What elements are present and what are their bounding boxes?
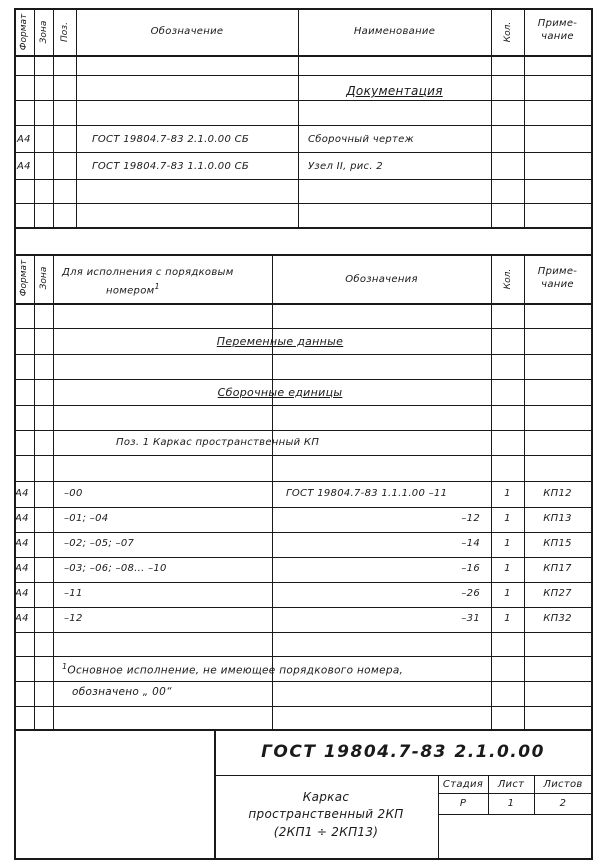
row-5-note: КП27 (543, 588, 572, 599)
top-header-designation: Обозначение (150, 26, 224, 37)
row-6-variant: –12 (64, 613, 83, 624)
section-variable-data: Переменные данные (216, 335, 344, 348)
row-3-qty: 1 (504, 538, 511, 549)
row-4-note: КП17 (543, 563, 572, 574)
sheets-value: 2 (559, 798, 567, 809)
row-1-qty: 1 (504, 488, 511, 499)
top-row-2-designation: ГОСТ 19804.7-83 1.1.0.00 СБ (92, 161, 250, 172)
title-line-1: Каркас (302, 790, 350, 804)
sheets-label: Листов (543, 779, 583, 790)
top-header-name: Наименование (353, 26, 436, 37)
title-line-2: пространственный 2КП (248, 807, 404, 821)
row-6-qty: 1 (504, 613, 511, 624)
bottom-header-qty: Кол. (503, 268, 513, 290)
row-1-note: КП12 (543, 488, 572, 499)
top-header-qty: Кол. (503, 21, 513, 43)
row-5-variant: –11 (64, 588, 83, 599)
bottom-header-variant-1: Для исполнения с порядковым (62, 267, 234, 278)
row-5-format: А4 (15, 588, 29, 599)
row-3-variant: –02; –05; –07 (64, 538, 135, 549)
row-5-designation: –26 (461, 588, 480, 599)
row-3-note: КП15 (543, 538, 572, 549)
row-2-note: КП13 (543, 513, 572, 524)
top-row-2-format: А4 (17, 161, 31, 172)
top-row-1-name: Сборочный чертеж (308, 134, 414, 145)
row-1-variant: –00 (64, 488, 83, 499)
bottom-header-note-2: чание (541, 279, 574, 290)
row-1-format: А4 (15, 488, 29, 499)
top-header-note-1: Приме- (537, 18, 578, 29)
row-6-format: А4 (15, 613, 29, 624)
frame-left (14, 8, 16, 860)
row-4-designation: –16 (461, 563, 480, 574)
row-5-qty: 1 (504, 588, 511, 599)
stage-label: Стадия (442, 779, 484, 790)
sheet-label: Лист (497, 779, 525, 790)
row-6-designation: –31 (461, 613, 480, 624)
top-header-note-2: чание (541, 31, 574, 42)
item-frame-label: Поз. 1 Каркас пространственный КП (116, 437, 320, 448)
row-4-qty: 1 (504, 563, 511, 574)
top-header-pos: Поз. (60, 22, 70, 42)
title-line-3: (2КП1 ÷ 2КП13) (273, 825, 379, 839)
top-header-format: Формат (19, 13, 29, 51)
bottom-header-zone: Зона (39, 266, 49, 290)
bottom-header-format: Формат (19, 259, 29, 297)
row-6-note: КП32 (543, 613, 572, 624)
sheet-value: 1 (507, 798, 515, 809)
bottom-header-designation: Обозначения (345, 274, 418, 285)
row-2-designation: –12 (461, 513, 480, 524)
row-3-designation: –14 (461, 538, 480, 549)
title-block-top (14, 729, 593, 731)
row-4-format: А4 (15, 563, 29, 574)
section-assemblies: Сборочные единицы (217, 386, 343, 399)
frame-right (591, 8, 593, 860)
footnote-line-1: $^1$Основное исполнение, не имеющее порядкового номера, (62, 662, 404, 677)
stage-value: Р (459, 798, 467, 809)
row-1-designation: ГОСТ 19804.7-83 1.1.1.00 –11 (286, 488, 448, 499)
bottom-header-note-1: Приме- (537, 266, 578, 277)
top-table-bottom (14, 227, 593, 229)
top-header-zone: Зона (39, 20, 49, 44)
bottom-header-variant-2: номером$^1$ (106, 282, 160, 297)
top-row-2-name: Узел II, рис. 2 (308, 161, 383, 172)
row-2-variant: –01; –04 (64, 513, 109, 524)
row-2-qty: 1 (504, 513, 511, 524)
row-4-variant: –03; –06; –08... –10 (64, 563, 167, 574)
document-code: ГОСТ 19804.7-83 2.1.0.00 (261, 742, 545, 762)
section-documentation: Документация (346, 84, 443, 98)
footnote-line-2: обозначено „ 00“ (72, 686, 172, 698)
row-3-format: А4 (15, 538, 29, 549)
top-row-1-designation: ГОСТ 19804.7-83 2.1.0.00 СБ (92, 134, 250, 145)
row-2-format: А4 (15, 513, 29, 524)
frame-bottom (14, 858, 593, 860)
top-row-1-format: А4 (17, 134, 31, 145)
